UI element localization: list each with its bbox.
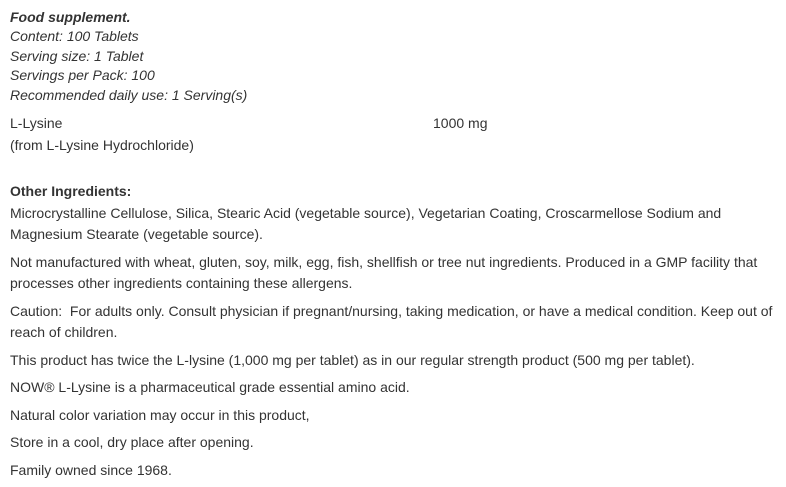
other-ingredients-text: Microcrystalline Cellulose, Silica, Stearic Acid (vegetable source), Vegetarian Coating, Croscarmellose Sodium and Magnesium Stearate (vegetable source). xyxy=(10,204,722,242)
nutrient-row xyxy=(10,112,776,156)
servings-per-pack-line: Servings per Pack: 100 xyxy=(10,67,155,83)
color-note-text: Natural color variation may occur in this product, xyxy=(10,406,310,423)
allergen-info-text: Not manufactured with wheat, gluten, soy, milk, egg, fish, shellfish or tree nut ingredients. Produced in a GMP facility that processes other ingredients containing these allergens. xyxy=(10,253,758,291)
other-ingredients-heading: Other Ingredients: xyxy=(10,183,132,199)
supplement-type-label: Food supplement. xyxy=(10,9,131,25)
storage-note-text: Store in a cool, dry place after opening. xyxy=(10,434,254,450)
supplement-facts-header xyxy=(10,7,776,105)
nutrient-name: L-Lysine xyxy=(10,115,63,131)
nutrient-line xyxy=(10,112,776,134)
family-note-text: Family owned since 1968. xyxy=(10,461,172,478)
content-line: Content: 100 Tablets xyxy=(10,28,139,44)
nutrient-amount: 1000 mg xyxy=(433,115,488,131)
serving-size-line: Serving size: 1 Tablet xyxy=(10,47,144,64)
recommended-use-line: Recommended daily use: 1 Serving(s) xyxy=(10,86,248,103)
strength-note-text: This product has twice the L-lysine (1,000 mg per tablet) as in our regular strength product (500 mg per tablet). xyxy=(10,351,695,368)
brand-note-text: NOW® L-Lysine is a pharmaceutical grade essential amino acid. xyxy=(10,379,410,395)
caution-text: Caution: For adults only. Consult physician if pregnant/nursing, taking medication, or have a medical condition. Keep out of reach of children. xyxy=(10,302,777,340)
nutrient-source-note: (from L-Lysine Hydrochloride) xyxy=(10,137,194,153)
